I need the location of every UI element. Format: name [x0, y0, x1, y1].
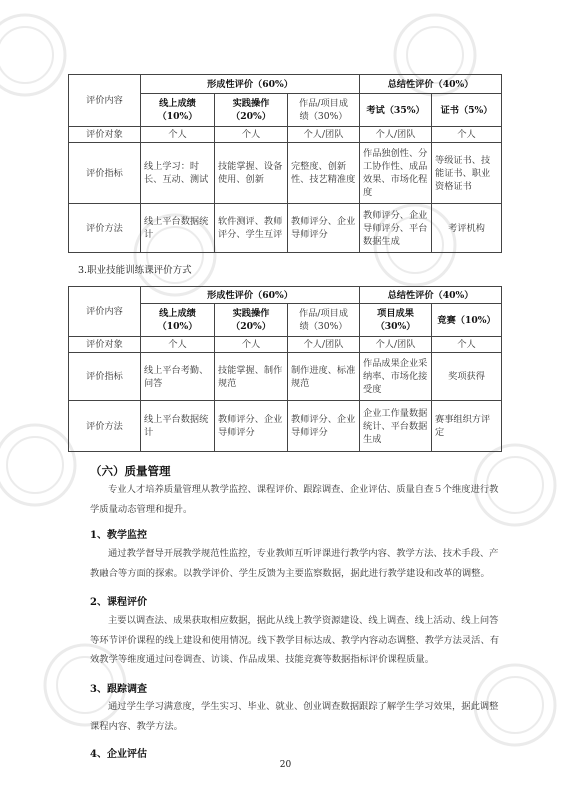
paragraph-course-eval: 主要以调查法、成果获取相应数据，据此从线上教学资源建设、线上调查、线上活动、线上问答等环节评价课程的线上建设和使用情况。线下教学目标达成、教学内容动态调整、教学方法灵活、有效教学等维度通过问卷调查、访谈、作品成果、技能竞赛等数据指标评价课程质量。 — [90, 615, 500, 666]
table-cell: 个人 — [432, 337, 502, 353]
table-cell: 教师评分、企业导师评分 — [288, 204, 360, 253]
table-cell: 线上平台数据统计 — [141, 204, 215, 253]
table-cell: 个人/团队 — [360, 337, 432, 353]
section-intro: 专业人才培养质量管理从教学监控、课程评价、跟踪调查、企业评估、质量自查５个维度进行教学质量动态管理和提升。 — [90, 484, 499, 515]
table-cell: 个人 — [141, 127, 215, 143]
header-project: 作品/项目成 绩（30%） — [288, 94, 360, 127]
table-row — [69, 401, 502, 452]
table-cell: 教师评分、企业导师评分、平台数据生成 — [360, 204, 432, 253]
subheading-teaching-monitor: 1、教学监控 — [90, 530, 147, 541]
subheading-course-eval: 2、课程评价 — [90, 597, 147, 608]
table-cell: 教师评分、企业导师评分 — [288, 401, 360, 452]
row-label: 评价指标 — [69, 143, 141, 204]
header-summative: 总结性评价（40%） — [360, 75, 502, 94]
row-label: 评价指标 — [69, 353, 141, 401]
header-contest: 竞赛（10%） — [432, 304, 502, 337]
header-practice: 实践操作 （20%） — [215, 304, 288, 337]
table-cell: 线上平台考勤、问答 — [141, 353, 215, 401]
row-label: 评价对象 — [69, 127, 141, 143]
table-cell: 软件测评、教师评分、学生互评 — [215, 204, 288, 253]
table-row — [69, 353, 502, 401]
table-row — [69, 204, 502, 253]
header-practice: 实践操作 （20%） — [215, 94, 288, 127]
header-formative: 形成性评价（60%） — [141, 287, 360, 304]
header-content: 评价内容 — [69, 75, 141, 127]
table-cell: 个人 — [215, 127, 288, 143]
table-row — [69, 127, 502, 143]
table-cell: 个人 — [215, 337, 288, 353]
subheading-tracking: 3、跟踪调查 — [90, 684, 147, 695]
page-number: 20 — [279, 760, 292, 770]
paragraph-tracking: 通过学生学习满意度，学生实习、毕业、就业、创业调查数据跟踪了解学生学习效果，据此调整课程内容、教学方法。 — [90, 701, 499, 732]
header-exam: 考试（35%） — [360, 94, 432, 127]
table-cell: 赛事组织方评定 — [432, 401, 502, 452]
table-cell: 完整度、创新性、技艺精准度 — [288, 143, 360, 204]
paragraph-teaching-monitor: 通过教学督导开展教学规范性监控，专业教师互听评课进行教学内容、教学方法、技术手段、产教融合等方面的探索。以教学评价、学生反馈为主要监察数据，据此进行教学建设和改革的调整。 — [90, 548, 499, 579]
table-cell: 教师评分、企业导师评分 — [215, 401, 288, 452]
table-cell: 个人/团队 — [288, 127, 360, 143]
header-online: 线上成绩 （10%） — [141, 304, 215, 337]
watermark-seal-icon — [0, 10, 70, 100]
table-cell: 个人 — [141, 337, 215, 353]
table-cell: 个人/团队 — [288, 337, 360, 353]
table-cell: 线上学习：时长、互动、测试 — [141, 143, 215, 204]
header-cert: 证书（5%） — [432, 94, 502, 127]
table-cell: 线上平台数据统计 — [141, 401, 215, 452]
table-row — [69, 337, 502, 353]
table-cell: 制作进度、标准规范 — [288, 353, 360, 401]
header-content: 评价内容 — [69, 287, 141, 337]
table-caption: 3.职业技能训练课评价方式 — [78, 265, 192, 276]
table-cell: 个人/团队 — [360, 127, 432, 143]
table-cell: 作品独创性、分工协作性、成品效果、市场化程度 — [360, 143, 432, 204]
table-cell: 企业工作量数据统计、平台数据生成 — [360, 401, 432, 452]
table-cell: 奖项获得 — [432, 353, 502, 401]
header-result: 项目成果 （30%） — [360, 304, 432, 337]
table-cell: 技能掌握、制作规范 — [215, 353, 288, 401]
table-cell: 个人 — [432, 127, 502, 143]
row-label: 评价方法 — [69, 204, 141, 253]
row-label: 评价方法 — [69, 401, 141, 452]
table-cell: 作品成果企业采纳率、市场化接受度 — [360, 353, 432, 401]
skill-eval-table — [68, 286, 502, 452]
header-summative: 总结性评价（40%） — [360, 287, 502, 304]
subheading-enterprise-eval: 4、企业评估 — [90, 749, 147, 760]
header-formative: 形成性评价（60%） — [141, 75, 360, 94]
header-online: 线上成绩 （10%） — [141, 94, 215, 127]
section-title: （六）质量管理 — [90, 464, 171, 478]
table-row — [69, 143, 502, 204]
row-label: 评价对象 — [69, 337, 141, 353]
table-cell: 考评机构 — [432, 204, 502, 253]
table-cell: 等级证书、技能证书、职业资格证书 — [432, 143, 502, 204]
course-eval-table — [68, 74, 502, 253]
table-cell: 技能掌握、设备使用、创新 — [215, 143, 288, 204]
header-project: 作品/项目成 绩（30%） — [288, 304, 360, 337]
